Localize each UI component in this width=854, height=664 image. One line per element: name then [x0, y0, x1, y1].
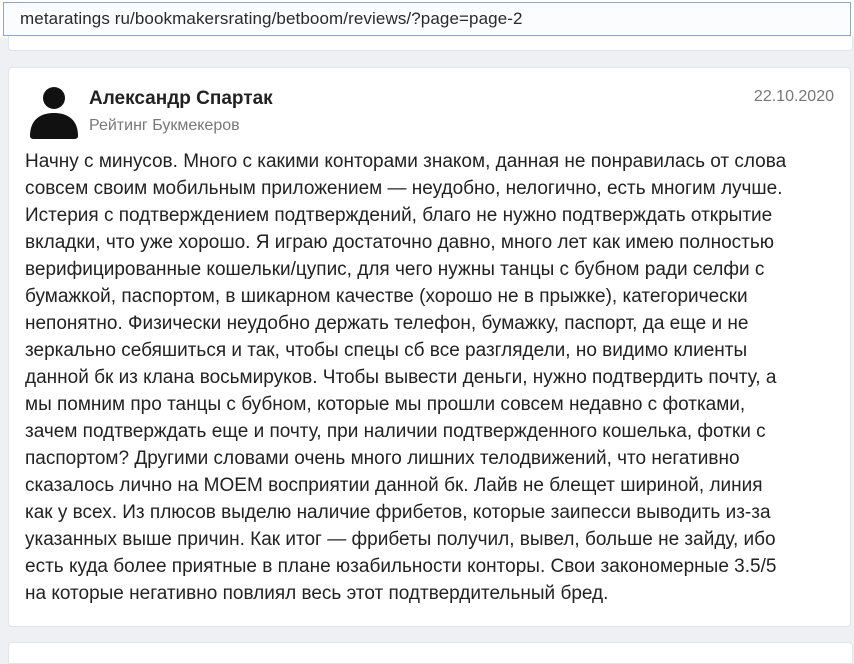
review-date: 22.10.2020 [753, 88, 834, 105]
review-line: непонятно. Физически неудобно держать телефон, бумажку, паспорт, да еще и не [25, 313, 749, 334]
review-line: зеркально себяшиться и так, чтобы спецы сб все разглядели, но видимо клиенты [25, 340, 748, 361]
review-line: указанных выше причин. Как итог — фрибеты получил, вывел, больше не зайду, ибо [25, 529, 776, 550]
review-line: есть куда более приятные в плане юзабильности конторы. Свои закономерные 3.5/5 [25, 556, 777, 577]
browser-address-bar [0, 0, 854, 38]
review-line: данной бк из клана восьмируков. Чтобы вывести деньги, нужно подтвердить почту, а [25, 367, 777, 388]
review-line: Начну с минусов. Много с какими конторами знаком, данная не понравилась от слова [25, 151, 787, 172]
review-line: мы помним про танцы с бубном, которые мы прошли совсем недавно с фотками, [25, 394, 746, 415]
author-subtitle: Рейтинг Букмекеров [89, 117, 240, 134]
review-card [8, 67, 851, 627]
review-line: бумажкой, паспортом, в шикарном качестве (хорошо не в прыжке), категорически [25, 286, 748, 307]
author-name[interactable]: Александр Спартак [89, 88, 273, 109]
url-text: metaratings ru/bookmakersrating/betboom/reviews/?page=page-2 [20, 9, 523, 28]
next-review-card [8, 642, 853, 664]
review-line: сказалось лично на МОЕМ восприятии данной бк. Лайв не блещет шириной, линия [25, 475, 763, 496]
review-line: как у всех. Из плюсов выделю наличие фрибетов, которые заипесси выводить из-за [25, 502, 771, 523]
review-line: совсем своим мобильным приложением — неудобно, нелогично, есть многим лучше. [25, 178, 783, 199]
review-line: зачем подтверждать еще и почту, при наличии подтвержденного кошелька, фотки с [25, 421, 766, 442]
review-text [25, 148, 837, 607]
review-line: на которые негативно повлиял весь этот подтвердительный бред. [25, 583, 609, 604]
review-line: верифицированные кошельки/цупис, для чего нужны танцы с бубном ради селфи с [25, 259, 765, 280]
review-line: вкладки, что уже хорошо. Я играю достаточно давно, много лет как имею полностью [25, 232, 775, 253]
review-line: Истерия с подтверждением подтверждений, благо не нужно подтверждать открытие [25, 205, 773, 226]
previous-review-card [8, 36, 853, 51]
review-line: паспортом? Другими словами очень много лишних телодвижений, что негативно [25, 448, 740, 469]
user-silhouette-icon [27, 84, 81, 140]
url-input[interactable] [3, 2, 851, 36]
